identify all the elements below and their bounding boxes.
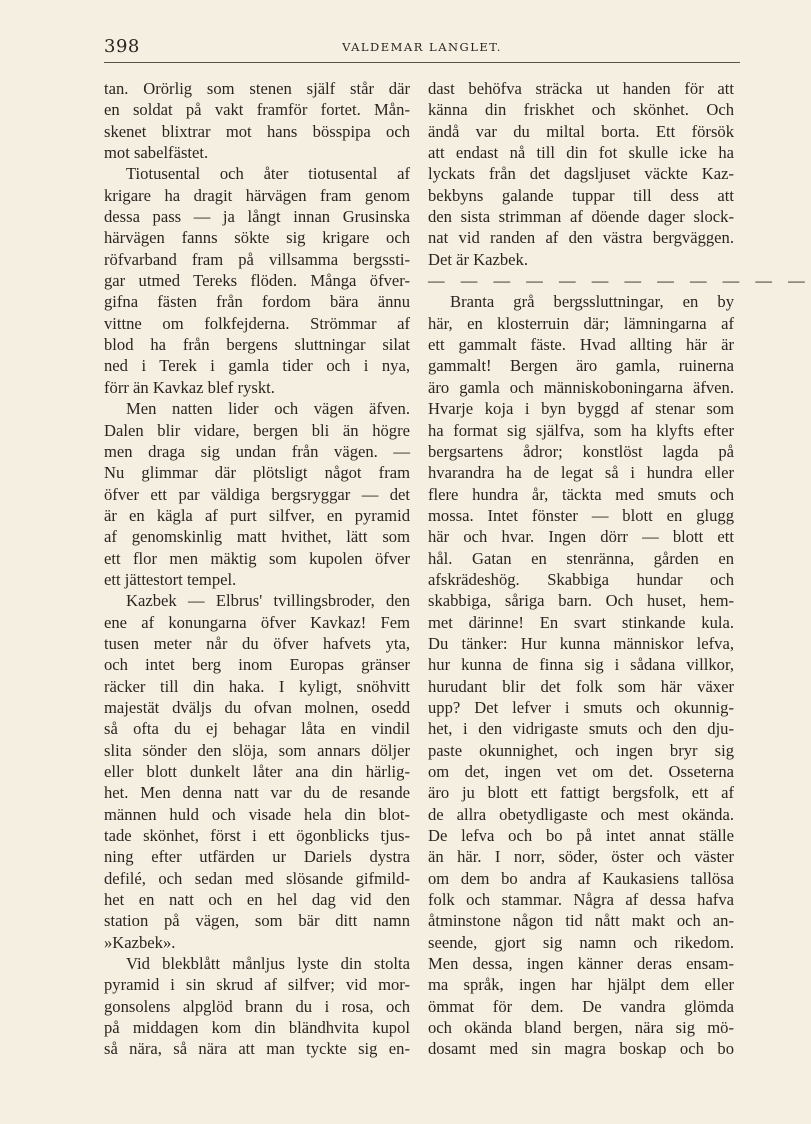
text-line: bekbyns galande tuppar till dess att	[428, 185, 734, 205]
text-line: af genomskinlig matt hvithet, lätt som	[104, 527, 410, 547]
text-line: ett jättestort tempel.	[104, 569, 237, 589]
text-line: tusen meter når du öfver hafvets yta,	[104, 633, 410, 653]
section-divider: — — — — — — — — — — — —	[428, 271, 811, 291]
text-line: tan. Orörlig som stenen själf står där	[104, 79, 410, 98]
text-line: mossa. Intet fönster — blott en glugg	[428, 505, 734, 525]
text-line: het. Men denna natt var du de resande	[104, 783, 410, 803]
text-line: De lefva och bo på intet annat ställe	[428, 826, 734, 846]
text-line: röfvarband fram på villsamma bergssti-	[104, 249, 410, 269]
text-line: dast behöfva sträcka ut handen för att	[428, 79, 734, 98]
text-line: Nu glimmar där plötsligt något fram	[104, 463, 410, 483]
text-line: majestät dväljs du ofvan molnen, osedd	[104, 697, 410, 717]
text-line: ett gammalt fäste. Hvad allting här är	[428, 335, 734, 355]
text-line: krigare ha dragit härvägen fram genom	[104, 185, 410, 205]
left-text-column	[104, 78, 410, 1060]
text-line: Vid blekblått månljus lyste din stolta	[126, 954, 410, 974]
text-line: hål. Gatan en stenränna, gården en	[428, 548, 734, 568]
header-rule	[104, 62, 740, 63]
text-line: är en kägla af purt silfver, en pyramid	[104, 505, 410, 525]
text-line: de allra obetydligaste och mest okända.	[428, 804, 734, 824]
running-head: VALDEMAR LANGLET.	[342, 40, 502, 54]
text-line: hurudant blir det folk som här växer	[428, 676, 734, 696]
text-line: upp? Det lefver i smuts och okunnig-	[428, 697, 734, 717]
text-line: Kazbek — Elbrus' tvillingsbroder, den	[126, 591, 410, 611]
text-line: slita sönder den slöja, som annars döljer	[104, 740, 410, 760]
text-line: skenet blixtrar mot hans bösspipa och	[104, 121, 410, 141]
text-line: gar utmed Tereks flöden. Många öfver-	[104, 271, 410, 291]
text-line: äro gamla och människoboningarna äfven.	[428, 377, 734, 397]
text-line: vittne om folkfejderna. Strömmar af	[104, 313, 410, 333]
text-line: om det, ingen vet om det. Osseterna	[428, 762, 734, 781]
text-line: männen huld och visade hela din blot-	[104, 804, 410, 824]
text-line: gonsolens alpglöd brann du i rosa, och	[104, 996, 410, 1016]
text-line: tade skönhet, först i ett ögonblicks tjus-	[104, 826, 410, 846]
text-line: och intet berg inom Europas gränser	[104, 655, 410, 675]
text-line: öfver ett par väldiga bergsryggar — det	[104, 484, 410, 504]
text-line: gifna fästen från fordom bära ännu	[104, 292, 410, 312]
text-line: ning efter utfärden ur Dariels dystra	[104, 847, 410, 867]
text-line: men draga sig undan från vägen. —	[104, 441, 410, 461]
text-line: paste okunnighet, och ingen bryr sig	[428, 740, 734, 760]
text-line: »Kazbek».	[104, 932, 176, 952]
text-line: än här. I norr, söder, öster och väster	[428, 847, 734, 867]
text-line: hvarandra ha de legat så i hundra eller	[428, 463, 734, 483]
text-line: härvägen fanns sökte sig krigare och	[104, 228, 410, 248]
text-line: defilé, och sedan med slösande gifmild-	[104, 868, 410, 888]
text-line: bergsartens ådror; konstlöst lagda på	[428, 441, 734, 461]
text-line: pyramid i sin skrud af silfver; vid mor-	[104, 975, 410, 995]
text-line: så nära, så nära att man tyckte sig en-	[104, 1039, 410, 1059]
text-line: skabbiga, såriga barn. Och huset, hem-	[428, 591, 734, 611]
text-line: känna din friskhet och skönhet. Och	[428, 100, 734, 120]
text-line: lyckats från det dagsljuset väckte Kaz-	[428, 164, 734, 184]
text-line: station på vägen, som bär ditt namn	[104, 911, 410, 931]
text-line: Men dessa, ingen känner deras ensam-	[428, 954, 734, 974]
page-number: 398	[104, 36, 140, 57]
text-line: ändå var du miltal borta. Ett försök	[428, 121, 734, 141]
text-line: här, en klosterruin där; lämningarna af	[428, 313, 734, 333]
text-line: flere hundra år, täckta med smuts och	[428, 484, 734, 504]
text-line: på middagen kom din bländhvita kupol	[104, 1018, 410, 1038]
text-line: förr än Kavkaz blef ryskt.	[104, 377, 275, 397]
text-line: Du tänker: Hur kunna människor lefva,	[428, 633, 734, 653]
text-line: äro ju blott ett fattigt bergsfolk, ett af	[428, 783, 734, 803]
text-line: dosamt med sin magra boskap och bo	[428, 1039, 734, 1059]
text-line: afskrädeshög. Skabbiga hundar och	[428, 569, 734, 589]
text-line: den sista strimman af döende dager slock-	[428, 207, 734, 227]
text-line: mot sabelfästet.	[104, 143, 209, 163]
text-line: ömmat för dem. De vandra glömda	[428, 996, 734, 1016]
text-line: hur kunna de finna sig i sådana villkor,	[428, 655, 734, 675]
text-line: Branta grå bergssluttningar, en by	[450, 292, 734, 312]
text-line: blod ha från bergens sluttningar silat	[104, 335, 410, 355]
text-line: ned i Terek i gamla tider och i nya,	[104, 356, 410, 376]
text-line: met därinne! En svart stinkande kula.	[428, 612, 734, 632]
text-line: nat vid randen af den västra bergväggen.	[428, 228, 734, 248]
page-header	[104, 36, 740, 58]
text-line: räcker till din haka. I kyligt, snöhvitt	[104, 676, 410, 696]
text-line: åtminstone någon tid nått makt och an-	[428, 911, 734, 931]
text-line: Hvarje koja i byn byggd af stenar som	[428, 399, 734, 419]
text-line: här och hvar. Ingen dörr — blott ett	[428, 527, 734, 547]
text-line: eller blott dunkelt låter ana din härlig-	[104, 762, 410, 781]
text-line: Men natten lider och vägen äfven.	[126, 399, 410, 419]
text-line: Dalen blir vidare, bergen bli än högre	[104, 420, 410, 440]
text-line: att endast nå till din fot skulle icke ha	[428, 143, 734, 163]
text-line: och okända bland bergen, nära sig mö-	[428, 1018, 734, 1038]
right-text-column	[428, 78, 811, 1060]
text-line: ene af konungarna öfver Kavkaz! Fem	[104, 612, 410, 632]
text-line: Det är Kazbek.	[428, 249, 528, 269]
text-line: ett flor men mäktig som kupolen öfver	[104, 548, 410, 568]
text-line: het en natt och en hel dag vid den	[104, 890, 410, 910]
text-line: en soldat på vakt framför fortet. Mån-	[104, 100, 410, 120]
text-line: folk och stammar. Några af dessa hafva	[428, 890, 734, 910]
text-line: ma språk, ingen har hjälpt dem eller	[428, 975, 734, 995]
text-line: om dem bo andra af Kaukasiens tallösa	[428, 868, 734, 888]
text-line: dessa pass — ja långt innan Grusinska	[104, 207, 410, 227]
text-line: seende, gjort sig namn och rikedom.	[428, 932, 734, 952]
text-line: så ofta du ej behagar låta en vindil	[104, 719, 410, 739]
text-line: gammalt! Bergen äro gamla, ruinerna	[428, 356, 734, 376]
text-line: het, i den vidrigaste smuts och den dju-	[428, 719, 734, 739]
text-line: Tiotusental och åter tiotusental af	[126, 164, 410, 184]
text-line: ha format sig själfva, som ha klyfts efter	[428, 420, 734, 440]
